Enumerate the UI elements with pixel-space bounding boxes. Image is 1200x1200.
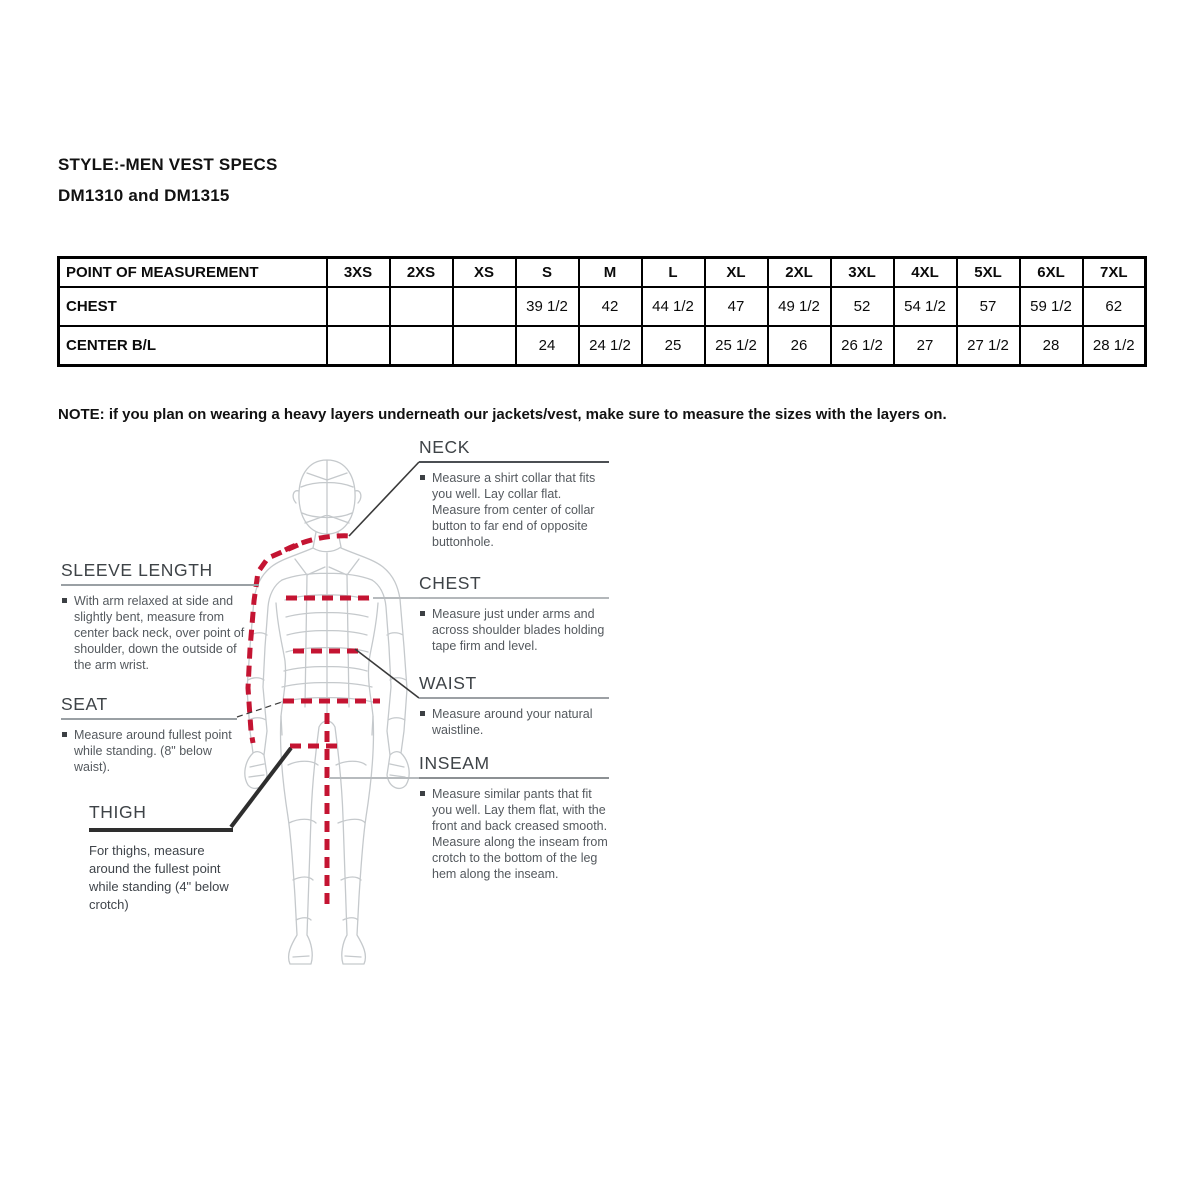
title-block	[58, 149, 278, 211]
callout-waist	[419, 673, 609, 738]
sleeve-length-heading: SLEEVE LENGTH	[61, 560, 259, 586]
size-value: 47	[705, 287, 768, 326]
callout-sleeve-length	[61, 560, 259, 673]
neck-connector-line	[349, 462, 419, 536]
size-value: 49 1/2	[768, 287, 831, 326]
thigh-connector-line	[231, 748, 291, 827]
neck-description: Measure a shirt collar that fits you well. Lay collar flat. Measure from center of collar button to far end of opposite buttonhole.	[432, 471, 596, 549]
neck-heading: NECK	[419, 437, 609, 463]
inseam-heading: INSEAM	[419, 753, 609, 779]
col-header-xl: XL	[705, 258, 768, 288]
bullet-icon	[420, 475, 425, 480]
waist-heading: WAIST	[419, 673, 609, 699]
size-value	[327, 326, 390, 366]
thigh-description: For thighs, measure around the fullest point while standing (4" below crotch)	[89, 843, 229, 912]
seat-description: Measure around fullest point while standing. (8" below waist).	[74, 728, 232, 774]
seat-heading: SEAT	[61, 694, 237, 720]
size-value	[327, 287, 390, 326]
col-header-point-of-measurement: POINT OF MEASUREMENT	[59, 258, 327, 288]
col-header-6xl: 6XL	[1020, 258, 1083, 288]
col-header-3xl: 3XL	[831, 258, 894, 288]
note-text: NOTE: if you plan on wearing a heavy layers underneath our jackets/vest, make sure to measure the sizes with the layers on.	[58, 406, 947, 423]
col-header-2xs: 2XS	[390, 258, 453, 288]
inseam-description: Measure similar pants that fit you well. Lay them flat, with the front and back creased smooth. Measure along the inseam from crotch to the bottom of the leg hem along the inseam.	[432, 787, 608, 881]
size-value: 28	[1020, 326, 1083, 366]
size-value: 25 1/2	[705, 326, 768, 366]
model-numbers: DM1310 and DM1315	[58, 186, 230, 205]
seat-connector-line	[237, 702, 282, 717]
size-value	[390, 287, 453, 326]
col-header-l: L	[642, 258, 705, 288]
col-header-2xl: 2XL	[768, 258, 831, 288]
bullet-icon	[420, 711, 425, 716]
figure-torso	[276, 553, 378, 735]
row-label: CHEST	[59, 287, 327, 326]
size-value: 52	[831, 287, 894, 326]
table-header-row	[59, 258, 1146, 288]
row-label: CENTER B/L	[59, 326, 327, 366]
callout-seat	[61, 694, 237, 775]
size-chart-table	[57, 256, 1147, 367]
table-row-chest	[59, 287, 1146, 326]
size-value: 24 1/2	[579, 326, 642, 366]
sleeve-length-description: With arm relaxed at side and slightly bent, measure from center back neck, over point of shoulder, down the outside of the arm wrist.	[74, 594, 245, 672]
table-row-center-bl	[59, 326, 1146, 366]
callout-inseam	[419, 753, 609, 882]
bullet-icon	[420, 791, 425, 796]
size-value: 57	[957, 287, 1020, 326]
col-header-xs: XS	[453, 258, 516, 288]
col-header-4xl: 4XL	[894, 258, 957, 288]
size-value: 39 1/2	[516, 287, 579, 326]
callout-neck	[419, 437, 609, 550]
figure-head	[293, 460, 361, 534]
size-value: 27 1/2	[957, 326, 1020, 366]
col-header-5xl: 5XL	[957, 258, 1020, 288]
thigh-heading: THIGH	[89, 802, 233, 832]
col-header-3xs: 3XS	[327, 258, 390, 288]
size-value	[453, 326, 516, 366]
callout-thigh	[89, 802, 233, 914]
waist-connector-line	[355, 649, 419, 698]
size-value: 25	[642, 326, 705, 366]
size-value: 24	[516, 326, 579, 366]
size-value	[453, 287, 516, 326]
bullet-icon	[62, 598, 67, 603]
size-value: 62	[1083, 287, 1146, 326]
size-value: 28 1/2	[1083, 326, 1146, 366]
size-value: 54 1/2	[894, 287, 957, 326]
size-value	[390, 326, 453, 366]
callout-chest	[419, 573, 609, 654]
chest-heading: CHEST	[419, 573, 609, 599]
waist-description: Measure around your natural waistline.	[432, 707, 593, 737]
size-value: 27	[894, 326, 957, 366]
size-value: 26	[768, 326, 831, 366]
size-value: 42	[579, 287, 642, 326]
size-value: 26 1/2	[831, 326, 894, 366]
col-header-m: M	[579, 258, 642, 288]
size-value: 59 1/2	[1020, 287, 1083, 326]
col-header-s: S	[516, 258, 579, 288]
bullet-icon	[420, 611, 425, 616]
col-header-7xl: 7XL	[1083, 258, 1146, 288]
chest-description: Measure just under arms and across shoulder blades holding tape firm and level.	[432, 607, 605, 653]
bullet-icon	[62, 732, 67, 737]
measurement-diagram	[55, 435, 675, 1015]
size-value: 44 1/2	[642, 287, 705, 326]
style-title: STYLE:-MEN VEST SPECS	[58, 155, 278, 174]
